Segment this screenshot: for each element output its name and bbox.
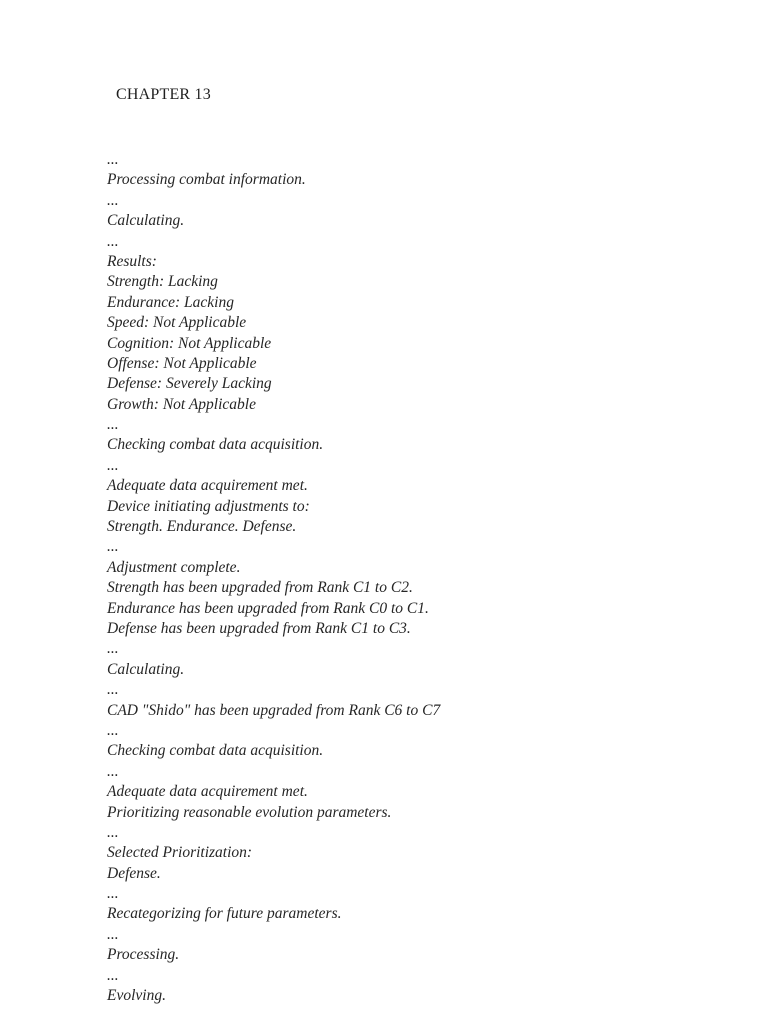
text-line: Recategorizing for future parameters. [107, 905, 342, 923]
text-line: ... [107, 925, 119, 943]
text-line: ... [107, 681, 119, 699]
text-line: Defense has been upgraded from Rank C1 to C3. [107, 619, 411, 637]
text-line: ... [107, 151, 119, 168]
text-line: Processing combat information. [107, 171, 306, 189]
text-line: CAD "Shido" has been upgraded from Rank C6 to C7 [107, 701, 441, 719]
text-line: Adjustment complete. [107, 558, 241, 576]
text-line: Speed: Not Applicable [107, 314, 247, 332]
text-line: ... [107, 823, 119, 841]
text-line: ... [107, 416, 119, 434]
text-line: Endurance has been upgraded from Rank C0 to C1. [107, 599, 429, 617]
text-line: Results: [107, 252, 157, 270]
text-line: Checking combat data acquisition. [107, 436, 324, 454]
text-line: ... [107, 191, 119, 209]
text-line: Defense. [107, 864, 161, 882]
text-line: ... [107, 456, 119, 474]
text-line: Calculating. [107, 660, 185, 678]
text-line: Growth: Not Applicable [107, 395, 256, 413]
text-line: Adequate data acquirement met. [107, 783, 308, 801]
text-line: ... [107, 640, 119, 658]
text-line: Offense: Not Applicable [107, 354, 257, 372]
text-line: Evolving. [107, 987, 166, 1005]
text-line: Defense: Severely Lacking [107, 375, 272, 393]
text-line: ... [107, 762, 119, 780]
text-line: Calculating. [107, 212, 185, 230]
text-line: Device initiating adjustments to: [107, 497, 310, 515]
text-line: Adequate data acquirement met. [107, 477, 308, 495]
text-line: Cognition: Not Applicable [107, 334, 272, 352]
text-line: ... [107, 721, 119, 739]
text-line: Strength: Lacking [107, 273, 218, 291]
chapter-title: CHAPTER 13 [116, 86, 211, 103]
text-line: Endurance: Lacking [107, 293, 234, 311]
text-line: Checking combat data acquisition. [107, 742, 324, 760]
text-line: Strength. Endurance. Defense. [107, 518, 297, 536]
chapter-body [107, 150, 707, 1006]
text-line: Strength has been upgraded from Rank C1 to C2. [107, 579, 413, 597]
text-line: Prioritizing reasonable evolution parameters. [107, 803, 392, 821]
text-line: ... [107, 538, 119, 556]
text-line: ... [107, 885, 119, 903]
text-line: ... [107, 966, 119, 984]
text-line: Processing. [107, 946, 180, 964]
text-line: ... [107, 232, 119, 250]
text-line: Selected Prioritization: [107, 844, 253, 862]
